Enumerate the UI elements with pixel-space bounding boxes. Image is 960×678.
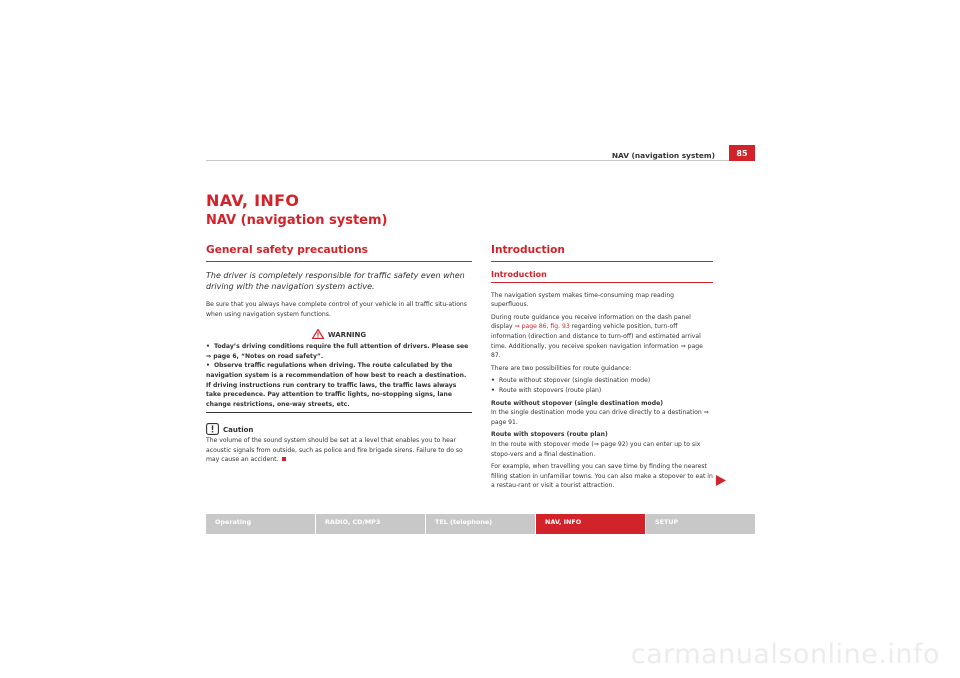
page-number: 85 — [729, 145, 755, 161]
introduction-subheading: Introduction — [491, 270, 713, 283]
introduction-heading: Introduction — [491, 244, 713, 262]
tab-telephone[interactable]: TEL (telephone) — [426, 514, 535, 534]
warning-box — [206, 329, 472, 414]
end-of-section-marker-icon — [282, 457, 286, 461]
warning-heading — [206, 329, 472, 341]
warning-item-text: Today’s driving conditions require the full attention of drivers. Please see — [214, 343, 469, 351]
bullet-icon: • — [206, 362, 210, 370]
intro-paragraph: For example, when travelling you can save time by finding the nearest filling station in unfamiliar towns. You can also make a stopover to eat in a restau-rant or visit a tourist attraction. — [491, 463, 713, 490]
bullet-icon: • — [206, 343, 210, 351]
intro-text: regarding vehicle position, turn-off information (direction and distance to turn-off) and estimated arrival time. Additionally, you receive spoken navigation information ⇒ page 87. — [491, 323, 703, 360]
intro-paragraph: In the route with stopover mode (⇒ page 92) you can enter up to six stopo-vers and a final destination. — [491, 440, 701, 458]
warning-triangle-icon — [312, 329, 324, 339]
list-item-text: Route with stopovers (route plan) — [499, 386, 602, 394]
caution-title: Caution — [223, 426, 254, 435]
list-item-text: Route without stopover (single destination mode) — [499, 377, 651, 385]
chapter-title: NAV, INFO — [206, 191, 300, 210]
warning-title: WARNING — [327, 330, 367, 339]
right-column — [491, 244, 713, 494]
next-page-arrow-icon[interactable] — [716, 475, 726, 486]
warning-item-ref[interactable]: ⇒ page 6, “Notes on road safety”. — [206, 352, 324, 360]
caution-paragraph — [206, 436, 472, 465]
subsection-heading: Route with stopovers (route plan) — [491, 431, 608, 439]
section-title: NAV (navigation system) — [206, 213, 388, 228]
caution-text: The volume of the sound system should be set at a level that enables you to hear acoustic signals from outside, such as police and fire brigade sirens. Failure to do so may cause an accident. — [206, 436, 463, 464]
intro-paragraph — [491, 313, 713, 361]
list-item — [491, 376, 713, 386]
bullet-icon: • — [491, 377, 495, 385]
intro-text: During route guidance you receive information on the dash panel display — [491, 313, 691, 331]
intro-paragraph: There are two possibilities for route guidance: — [491, 364, 632, 372]
chapter-tab-bar — [206, 514, 755, 534]
tab-radio-cd-mp3[interactable]: RADIO, CD/MP3 — [316, 514, 425, 534]
watermark: carmanualsonline.info — [630, 639, 940, 670]
safety-paragraph: Be sure that you always have complete control of your vehicle in all traffic situ-ations when using navigation system functions. — [206, 301, 467, 318]
safety-lead: The driver is completely responsible for traffic safety even when driving with the navigation system active. — [206, 271, 465, 292]
warning-item-text: Observe traffic regulations when driving. The route calculated by the navigation system is a recommendation of how best to reach a destination. If driving instructions run contrary to traffic laws, the traffic laws always take precedence. Pay attention to traffic lights, no-stopping signs, lane change restrictions, one-way streets, etc. — [206, 362, 467, 408]
tab-nav-info[interactable]: NAV, INFO — [536, 514, 645, 534]
safety-heading: General safety precautions — [206, 244, 472, 262]
header-rule — [206, 160, 729, 161]
figure-link[interactable]: ⇒ page 86, fig. 93 — [514, 323, 570, 331]
intro-paragraph: In the single destination mode you can drive directly to a destination ⇒ page 91. — [491, 409, 709, 426]
warning-item — [206, 361, 472, 409]
caution-heading — [206, 423, 472, 436]
running-header: NAV (navigation system) — [611, 151, 715, 160]
left-column — [206, 244, 472, 468]
subsection-heading: Route without stopover (single destination mode) — [491, 399, 664, 407]
tab-operating[interactable]: Operating — [206, 514, 315, 534]
tab-setup[interactable]: SETUP — [646, 514, 755, 534]
warning-item — [206, 342, 472, 361]
bullet-icon: • — [491, 386, 495, 394]
intro-paragraph: The navigation system makes time-consuming map reading superfluous. — [491, 291, 675, 309]
caution-icon — [206, 423, 219, 435]
list-item — [491, 386, 713, 396]
